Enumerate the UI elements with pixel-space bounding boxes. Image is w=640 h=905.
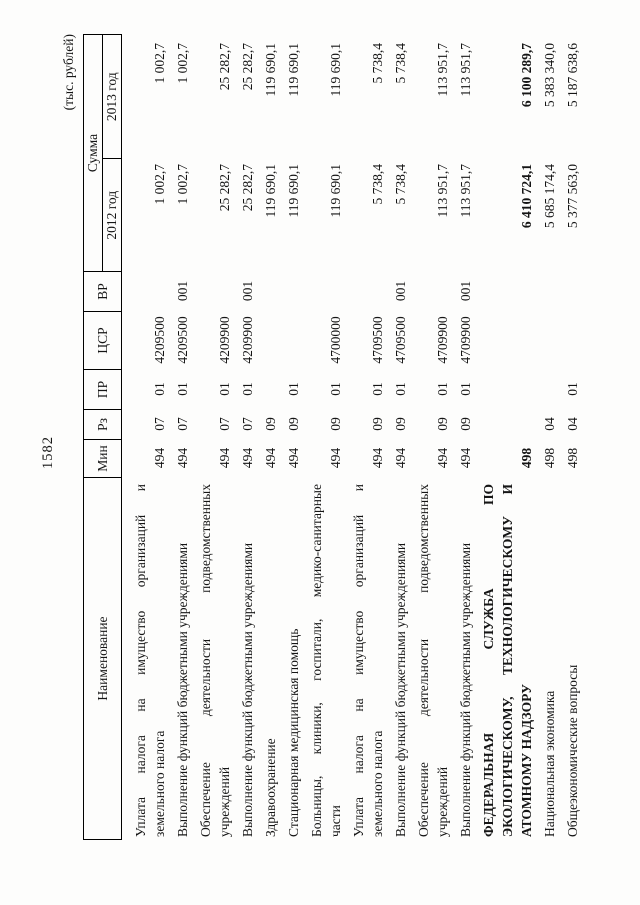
table-row <box>563 34 582 840</box>
row-csr-cell: 4209900 <box>240 316 255 364</box>
column-header-pr: ПР <box>84 370 121 410</box>
row-min-cell: 494 <box>175 447 190 469</box>
row-pr-cell: 01 <box>152 382 167 396</box>
row-2013-amount: 5 383 340,0 <box>542 43 557 108</box>
row-name-cell <box>238 477 257 840</box>
row-csr-cell: 4209500 <box>152 316 167 364</box>
row-rz-cell: 04 <box>565 417 580 431</box>
row-2012-amount: 113 951,7 <box>435 164 450 218</box>
row-2012-amount: 119 690,1 <box>263 164 278 218</box>
sum-year-subheaders <box>103 35 121 271</box>
row-rz-cell: 04 <box>542 417 557 431</box>
row-2013-amount: 1 002,7 <box>152 43 167 84</box>
row-min-cell: 494 <box>393 447 408 469</box>
row-2012-amount: 1 002,7 <box>175 164 190 205</box>
column-header-csr: ЦСР <box>84 312 121 370</box>
row-2012-amount: 5 738,4 <box>370 164 385 205</box>
row-2012-amount: 25 282,7 <box>217 164 232 212</box>
table-row <box>349 34 387 840</box>
row-pr-cell: 01 <box>328 382 343 396</box>
row-2013-amount: 5 187 638,6 <box>565 43 580 108</box>
row-name-cell <box>307 477 345 840</box>
row-name-cell <box>284 477 303 840</box>
column-header-sum-group <box>84 35 121 272</box>
row-pr-cell: 01 <box>458 382 473 396</box>
units-note: (тыс. рублей) <box>61 34 76 111</box>
row-rz-cell: 09 <box>435 417 450 431</box>
row-name-cell <box>540 477 559 840</box>
row-rz-cell: 07 <box>217 417 232 431</box>
row-2013-amount: 119 690,1 <box>286 43 301 97</box>
row-min-cell: 498 <box>542 447 557 469</box>
row-name-line: Общеэкономические вопросы <box>565 664 580 837</box>
row-name-cell <box>391 477 410 840</box>
row-rz-cell: 07 <box>175 417 190 431</box>
row-2012-amount: 119 690,1 <box>328 164 343 218</box>
column-header-rz: Рз <box>84 410 121 440</box>
row-name-line: части <box>328 805 343 837</box>
row-name-cell <box>456 477 475 840</box>
row-name-line: Стационарная медицинская помощь <box>286 628 301 837</box>
row-name-line: Выполнение функций бюджетными учреждениями <box>240 542 255 837</box>
row-pr-cell: 01 <box>240 382 255 396</box>
page-number: 1582 <box>40 436 56 469</box>
row-min-cell: 494 <box>458 447 473 469</box>
row-2013-amount: 119 690,1 <box>263 43 278 97</box>
row-name-cell <box>563 477 582 840</box>
row-rz-cell: 07 <box>152 417 167 431</box>
row-name-line: Выполнение функций бюджетными учреждениями <box>458 542 473 837</box>
row-2013-amount: 5 738,4 <box>370 43 385 84</box>
row-name-line: Больницы, клиники, госпитали, медико-санитарные <box>309 484 324 837</box>
row-name-line: Выполнение функций бюджетными учреждениями <box>393 542 408 837</box>
row-csr-cell: 4700000 <box>328 316 343 364</box>
table-row <box>414 34 452 840</box>
table-row <box>238 34 257 840</box>
row-2013-amount: 6 100 289,7 <box>519 43 534 108</box>
row-2012-amount: 113 951,7 <box>458 164 473 218</box>
row-name-cell <box>196 477 234 840</box>
row-vr-cell: 001 <box>393 280 408 302</box>
table-row <box>131 34 169 840</box>
table-row <box>173 34 192 840</box>
table-header-row <box>83 34 122 840</box>
row-min-cell: 494 <box>328 447 343 469</box>
column-header-sum: Сумма <box>84 35 103 271</box>
row-2013-amount: 25 282,7 <box>240 43 255 91</box>
row-rz-cell: 07 <box>240 417 255 431</box>
table-row <box>196 34 234 840</box>
row-2012-amount: 5 685 174,4 <box>542 164 557 229</box>
row-pr-cell: 01 <box>370 382 385 396</box>
row-csr-cell: 4209900 <box>217 316 232 364</box>
row-name-line: Обеспечение деятельности подведомственных <box>198 484 213 837</box>
column-header-name: Наименование <box>94 616 110 701</box>
row-min-cell: 494 <box>217 447 232 469</box>
row-name-line: земельного налога <box>152 730 167 837</box>
budget-table <box>83 34 586 840</box>
table-row <box>391 34 410 840</box>
row-name-cell <box>261 477 280 840</box>
row-2013-amount: 25 282,7 <box>217 43 232 91</box>
row-rz-cell: 09 <box>370 417 385 431</box>
row-pr-cell: 01 <box>175 382 190 396</box>
row-name-cell <box>479 477 536 840</box>
row-csr-cell: 4709900 <box>435 316 450 364</box>
row-name-line: Национальная экономика <box>542 690 557 837</box>
row-min-cell: 494 <box>152 447 167 469</box>
row-name-line: Здравоохранение <box>263 738 278 837</box>
row-rz-cell: 09 <box>458 417 473 431</box>
row-name-line: земельного налога <box>370 730 385 837</box>
table-row <box>456 34 475 840</box>
row-min-cell: 494 <box>370 447 385 469</box>
row-name-line: ЭКОЛОГИЧЕСКОМУ, ТЕХНОЛОГИЧЕСКОМУ И <box>500 484 515 837</box>
row-name-line: Уплата налога на имущество организаций и <box>133 484 148 837</box>
table-rows <box>131 34 582 840</box>
row-name-line: Обеспечение деятельности подведомственных <box>416 484 431 837</box>
row-vr-cell: 001 <box>458 280 473 302</box>
row-name-cell <box>349 477 387 840</box>
row-2012-amount: 25 282,7 <box>240 164 255 212</box>
row-name-line: ФЕДЕРАЛЬНАЯ СЛУЖБА ПО <box>481 484 496 837</box>
column-header-2013: 2013 год <box>103 35 121 159</box>
row-2013-amount: 5 738,4 <box>393 43 408 84</box>
row-2012-amount: 119 690,1 <box>286 164 301 218</box>
row-2013-amount: 1 002,7 <box>175 43 190 84</box>
row-min-cell: 494 <box>286 447 301 469</box>
row-min-cell: 494 <box>263 447 278 469</box>
table-row <box>261 34 280 840</box>
row-min-cell: 494 <box>240 447 255 469</box>
row-name-cell <box>414 477 452 840</box>
row-csr-cell: 4709900 <box>458 316 473 364</box>
row-2013-amount: 119 690,1 <box>328 43 343 97</box>
row-2012-amount: 6 410 724,1 <box>519 164 534 229</box>
row-2012-amount: 5 377 563,0 <box>565 164 580 229</box>
row-pr-cell: 01 <box>565 382 580 396</box>
row-name-cell <box>131 477 169 840</box>
table-row <box>479 34 536 840</box>
row-rz-cell: 09 <box>286 417 301 431</box>
row-rz-cell: 09 <box>393 417 408 431</box>
row-2013-amount: 113 951,7 <box>435 43 450 97</box>
row-vr-cell: 001 <box>175 280 190 302</box>
row-name-line: Выполнение функций бюджетными учреждениями <box>175 542 190 837</box>
column-header-min: Мин <box>84 440 121 478</box>
row-rz-cell: 09 <box>263 417 278 431</box>
row-csr-cell: 4209500 <box>175 316 190 364</box>
row-name-line: АТОМНОМУ НАДЗОРУ <box>519 684 534 837</box>
row-name-line: учреждений <box>435 766 450 837</box>
row-min-cell: 498 <box>565 447 580 469</box>
row-2012-amount: 5 738,4 <box>393 164 408 205</box>
row-name-line: учреждений <box>217 766 232 837</box>
column-header-2012: 2012 год <box>104 190 119 240</box>
table-row <box>540 34 559 840</box>
row-2013-amount: 113 951,7 <box>458 43 473 97</box>
row-pr-cell: 01 <box>217 382 232 396</box>
row-csr-cell: 4709500 <box>370 316 385 364</box>
row-min-cell: 498 <box>519 447 534 469</box>
row-vr-cell: 001 <box>240 280 255 302</box>
row-rz-cell: 09 <box>328 417 343 431</box>
row-pr-cell: 01 <box>393 382 408 396</box>
row-2012-amount: 1 002,7 <box>152 164 167 205</box>
table-row <box>284 34 303 840</box>
row-name-cell <box>173 477 192 840</box>
column-header-vr: ВР <box>84 272 121 312</box>
row-pr-cell: 01 <box>286 382 301 396</box>
row-pr-cell: 01 <box>435 382 450 396</box>
row-name-line: Уплата налога на имущество организаций и <box>351 484 366 837</box>
row-csr-cell: 4709500 <box>393 316 408 364</box>
table-row <box>307 34 345 840</box>
row-min-cell: 494 <box>435 447 450 469</box>
